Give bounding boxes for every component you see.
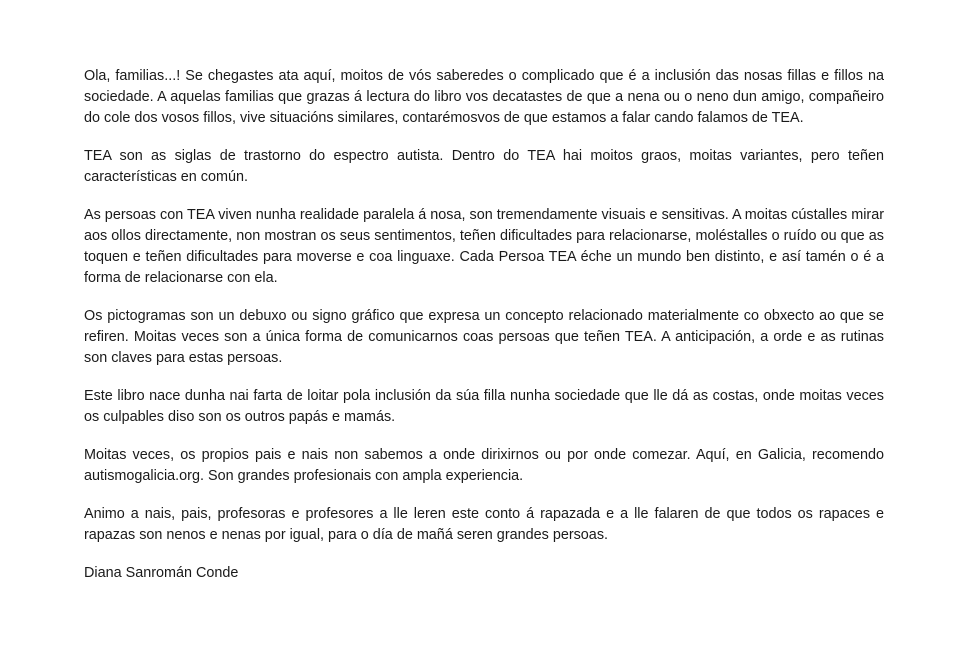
- paragraph-tea-definition: TEA son as siglas de trastorno do espectro autista. Dentro do TEA hai moitos graos, moitas variantes, pero teñen características en común.: [84, 148, 884, 185]
- paragraph-tea-description: As persoas con TEA viven nunha realidade paralela á nosa, son tremendamente visuais e sensitivas. A moitas cústalles mirar aos ollos directamente, non mostran os seus sentimentos, teñen dificultades para relacionarse, moléstalles o ruído ou que as toquen e teñen dificultades para moverse e coa linguaxe. Cada Persoa TEA éche un mundo ben distinto, e así tamén o é a forma de relacionarse con ela.: [84, 207, 884, 286]
- paragraph-encouragement: Animo a nais, pais, profesoras e profesores a lle leren este conto á rapazada e a lle falaren de que todos os rapaces e rapazas son nenos e nenas por igual, para o día de mañá seren grandes persoas.: [84, 506, 884, 543]
- author-signature: Diana Sanromán Conde: [84, 565, 239, 581]
- body-text: [84, 66, 884, 584]
- paragraph-pictograms: Os pictogramas son un debuxo ou signo gráfico que expresa un concepto relacionado materialmente co obxecto ao que se refiren. Moitas veces son a única forma de comunicarnos coas persoas que teñen TEA. A anticipación, a orde e as rutinas son claves para estas persoas.: [84, 308, 884, 366]
- paragraph-book-origin: Este libro nace dunha nai farta de loitar pola inclusión da súa filla nunha sociedade que lle dá as costas, onde moitas veces os culpables diso son os outros papás e mamás.: [84, 388, 884, 425]
- paragraph-recommendation: Moitas veces, os propios pais e nais non sabemos a onde dirixirnos ou por onde comezar. Aquí, en Galicia, recomendo autismogalicia.org. Son grandes profesionais con ampla experiencia.: [84, 447, 884, 484]
- paragraph-greeting: Ola, familias...! Se chegastes ata aquí, moitos de vós saberedes o complicado que é a inclusión das nosas fillas e fillos na sociedade. A aquelas familias que grazas á lectura do libro vos decatastes de que a nena ou o neno dun amigo, compañeiro do cole dos vosos fillos, vive situacións similares, contarémosvos de que estamos a falar cando falamos de TEA.: [84, 68, 884, 126]
